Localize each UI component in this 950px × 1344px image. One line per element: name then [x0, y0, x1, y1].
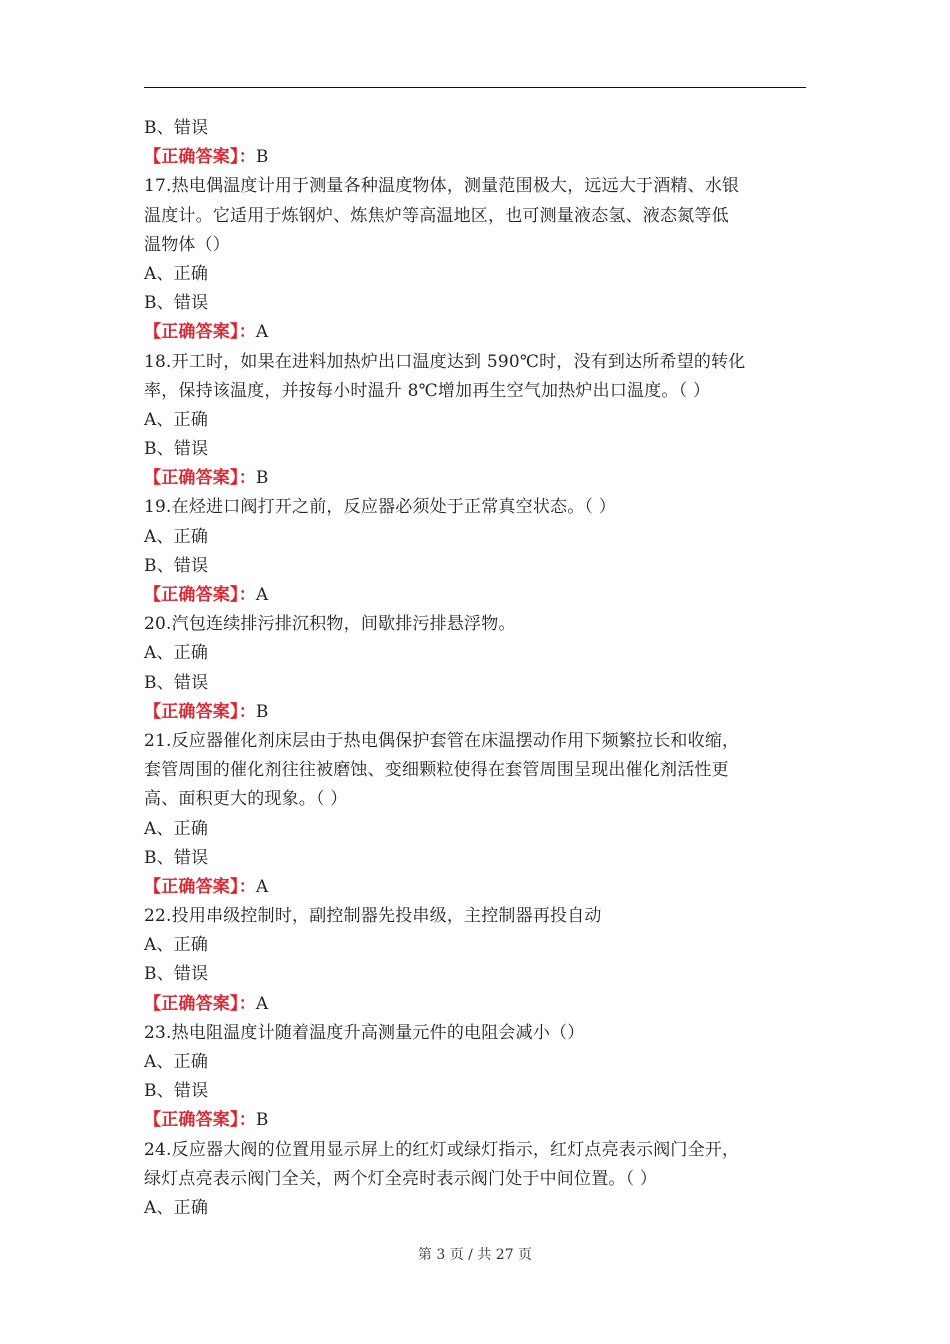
correct-answer-label: 【正确答案】： — [144, 1110, 256, 1131]
correct-answer-value: A — [255, 322, 269, 343]
answer-option: B、错误 — [144, 964, 209, 985]
answer-option: A、正确 — [144, 263, 209, 284]
answer-option: A、正确 — [144, 818, 209, 839]
question-line: 率，保持该温度，并按每小时温升 8℃增加再生空气加热炉出口温度。（ ） — [144, 380, 711, 401]
answer-option: B、错误 — [144, 847, 209, 868]
question-text — [144, 493, 808, 522]
correct-answer — [144, 990, 808, 1019]
correct-answer-value: A — [255, 585, 269, 605]
question-line: 高、面积更大的现象。（ ） — [144, 789, 348, 810]
page-footer: 第 3 页 / 共 27 页 — [417, 1247, 533, 1263]
correct-answer-label: 【正确答案】： — [144, 993, 256, 1014]
question-line: 23.热电阻温度计随着温度升高测量元件的电阻会减小（） — [144, 1022, 585, 1043]
question-line: 温物体（） — [144, 234, 230, 255]
question-line: 18.开工时，如果在进料加热炉出口温度达到 590℃时，没有到达所希望的转化 — [144, 351, 746, 372]
question-text — [144, 1019, 808, 1048]
correct-answer — [144, 318, 808, 347]
answer-option: B、错误 — [144, 293, 209, 314]
answer-option: B、错误 — [144, 555, 209, 576]
question-list — [144, 114, 808, 1223]
correct-answer-label: 【正确答案】： — [144, 322, 256, 343]
question-text — [144, 902, 808, 931]
correct-answer-value: B — [255, 1110, 269, 1131]
correct-answer — [144, 143, 808, 172]
question-text — [144, 1136, 808, 1194]
correct-answer-label: 【正确答案】： — [144, 585, 256, 605]
question-text — [144, 727, 808, 815]
correct-answer — [144, 581, 808, 610]
answer-option: B、错误 — [144, 118, 209, 138]
correct-answer-value: A — [255, 993, 269, 1014]
correct-answer-value: A — [255, 876, 269, 897]
correct-answer-label: 【正确答案】： — [144, 701, 256, 722]
correct-answer-label: 【正确答案】： — [144, 876, 256, 897]
answer-option: B、错误 — [144, 439, 209, 460]
question-line: 20.汽包连续排污排沉积物，间歇排污排悬浮物。 — [144, 614, 516, 635]
correct-answer-label: 【正确答案】： — [144, 468, 256, 489]
answer-option: A、正确 — [144, 1052, 209, 1072]
question-line: 19.在烃进口阀打开之前，反应器必须处于正常真空状态。（ ） — [144, 497, 616, 518]
header-rule — [144, 87, 806, 88]
question-text — [144, 610, 808, 639]
question-text — [144, 348, 808, 406]
question-line: 17.热电偶温度计用于测量各种温度物体，测量范围极大，远远大于酒精、水银 — [144, 176, 740, 197]
answer-option: A、正确 — [144, 935, 209, 956]
correct-answer-value: B — [255, 147, 269, 168]
question-line: 套管周围的催化剂往往被磨蚀、变细颗粒使得在套管周围呈现出催化剂活性更 — [144, 760, 729, 781]
correct-answer — [144, 698, 808, 727]
correct-answer-value: B — [255, 468, 269, 489]
correct-answer-value: B — [255, 701, 269, 722]
answer-option: B、错误 — [144, 1081, 209, 1102]
answer-option: A、正确 — [144, 1197, 209, 1218]
question-line: 21.反应器催化剂床层由于热电偶保护套管在床温摆动作用下频繁拉长和收缩， — [144, 730, 740, 751]
answer-option: A、正确 — [144, 643, 209, 664]
answer-option: A、正确 — [144, 526, 209, 547]
answer-option: A、正确 — [144, 409, 209, 430]
question-line: 24.反应器大阀的位置用显示屏上的红灯或绿灯指示，红灯点亮表示阀门全开， — [144, 1139, 740, 1160]
correct-answer — [144, 464, 808, 493]
question-line: 温度计。它适用于炼钢炉、炼焦炉等高温地区，也可测量液态氢、液态氮等低 — [144, 205, 729, 226]
question-line: 绿灯点亮表示阀门全关，两个灯全亮时表示阀门处于中间位置。（ ） — [144, 1168, 658, 1189]
question-text — [144, 172, 808, 260]
question-line: 22.投用串级控制时，副控制器先投串级，主控制器再投自动 — [144, 906, 602, 927]
correct-answer — [144, 1106, 808, 1135]
answer-option: B、错误 — [144, 672, 209, 693]
correct-answer — [144, 873, 808, 902]
correct-answer-label: 【正确答案】： — [144, 147, 256, 168]
